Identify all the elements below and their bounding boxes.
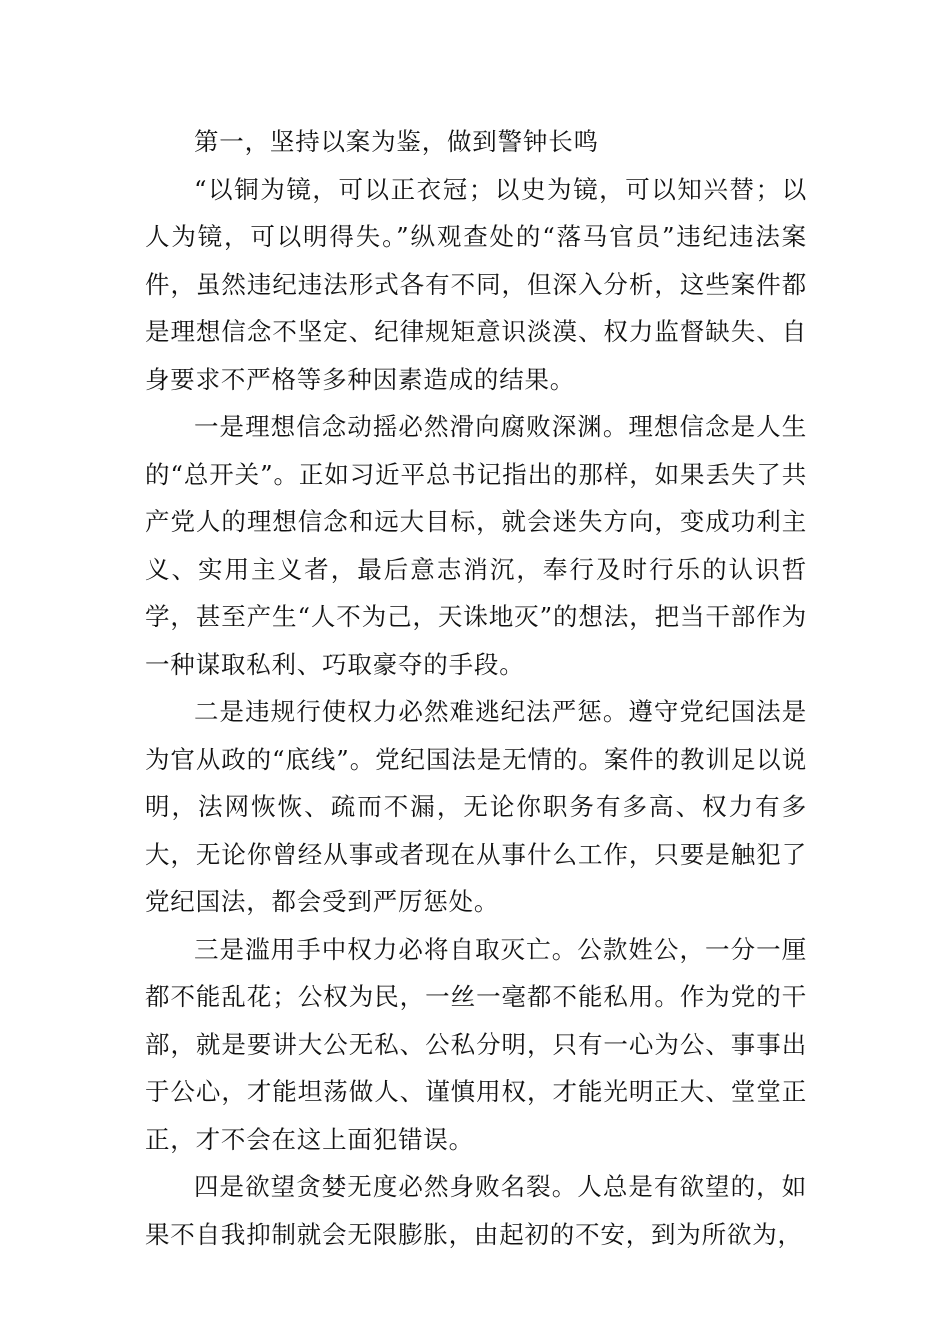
paragraph-point-four: 四是欲望贪婪无度必然身败名裂。人总是有欲望的，如果不自我抑制就会无限膨胀，由起初的不安，到为所欲为， bbox=[145, 1172, 807, 1249]
paragraph-intro: “以铜为镜，可以正衣冠；以史为镜，可以知兴替；以人为镜，可以明得失。”纵观查处的“落马官员”违纪违法案件，虽然违纪违法形式各有不同，但深入分析，这些案件都是理想信念不坚定、纪律规矩意识淡漠、权力监督缺失、自身要求不严格等多种因素造成的结果。 bbox=[145, 174, 807, 394]
paragraph-point-two: 二是违规行使权力必然难逃纪法严惩。遵守党纪国法是为官从政的“底线”。党纪国法是无情的。案件的教训足以说明，法网恢恢、疏而不漏，无论你职务有多高、权力有多大，无论你曾经从事或者现在从事什么工作，只要是触犯了党纪国法，都会受到严厉惩处。 bbox=[145, 697, 807, 916]
paragraph-point-three: 三是滥用手中权力必将自取灭亡。公款姓公，一分一厘都不能乱花；公权为民，一丝一毫都不能私用。作为党的干部，就是要讲大公无私、公私分明，只有一心为公、事事出于公心，才能坦荡做人、谨慎用权，才能光明正大、堂堂正正，才不会在这上面犯错误。 bbox=[145, 934, 807, 1154]
section-heading: 第一，坚持以案为鉴，做到警钟长鸣 bbox=[194, 127, 599, 156]
paragraph-point-one: 一是理想信念动摇必然滑向腐败深渊。理想信念是人生的“总开关”。正如习近平总书记指出的那样，如果丢失了共产党人的理想信念和远大目标，就会迷失方向，变成功利主义、实用主义者，最后意志消沉，奉行及时行乐的认识哲学，甚至产生“人不为己，天诛地灭”的想法，把当干部作为一种谋取私利、巧取豪夺的手段。 bbox=[145, 412, 807, 679]
document-body bbox=[145, 118, 807, 1258]
